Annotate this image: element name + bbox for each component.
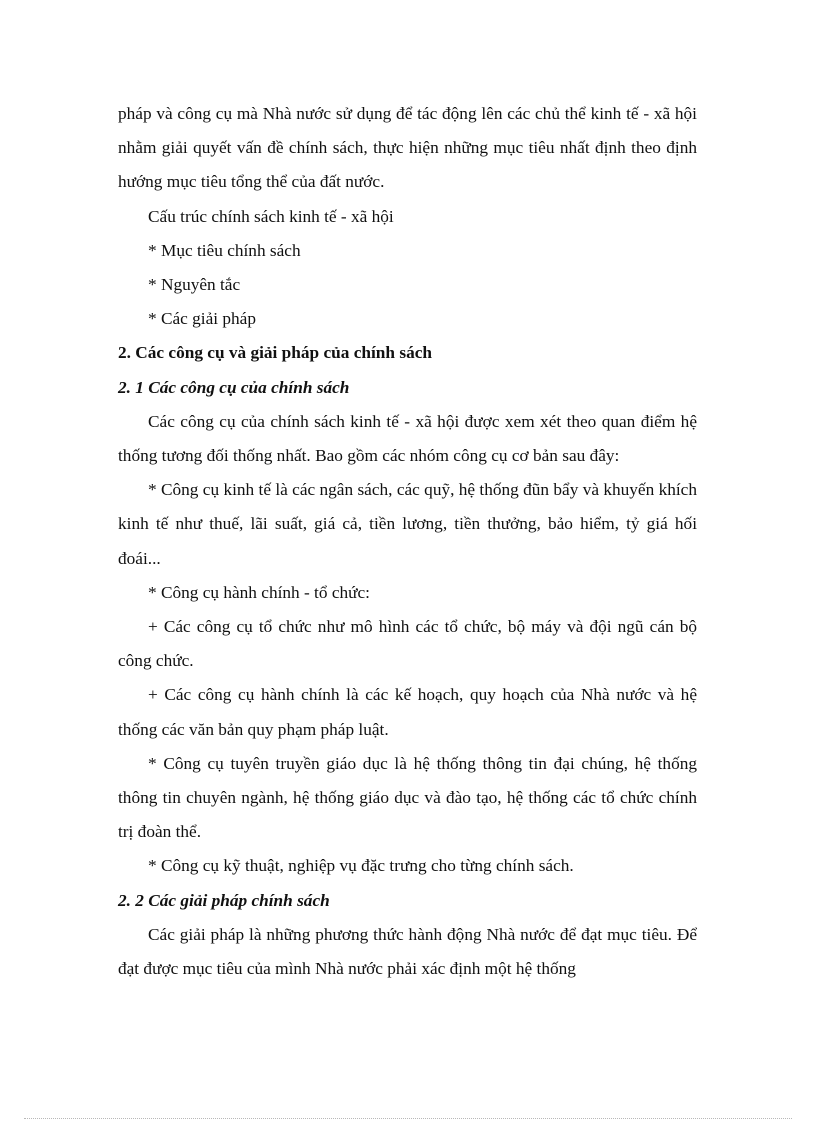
list-item-technical-tools: * Công cụ kỹ thuật, nghiệp vụ đặc trưng cho từng chính sách.	[148, 856, 574, 876]
list-item-propaganda-tools: * Công cụ tuyên truyền giáo dục là hệ thống thông tin đại chúng, hệ thống thông tin chuyên ngành, hệ thống giáo dục và đào tạo, hệ thống các tổ chức chính trị đoàn thể.	[118, 753, 697, 842]
subsection-heading-2-1: 2. 1 Các công cụ của chính sách	[118, 377, 350, 397]
paragraph-structure-intro: Cấu trúc chính sách kinh tế - xã hội	[148, 206, 394, 226]
list-item-administrative-tools: + Các công cụ hành chính là các kế hoạch, quy hoạch của Nhà nước và hệ thống các văn bản quy phạm pháp luật.	[118, 685, 697, 739]
subsection-heading-2-2: 2. 2 Các giải pháp chính sách	[118, 890, 330, 910]
list-item-objectives: * Mục tiêu chính sách	[148, 240, 301, 260]
list-item-principles: * Nguyên tắc	[148, 275, 241, 295]
list-item-solutions: * Các giải pháp	[148, 309, 256, 329]
footer-dotted-rule	[24, 1118, 792, 1119]
section-heading-2: 2. Các công cụ và giải pháp của chính sách	[118, 343, 432, 363]
list-item-organizational-tools: + Các công cụ tổ chức như mô hình các tổ chức, bộ máy và đội ngũ cán bộ công chức.	[118, 617, 697, 671]
paragraph-tools-intro: Các công cụ của chính sách kinh tế - xã hội được xem xét theo quan điểm hệ thống tương đối thống nhất. Bao gồm các nhóm công cụ cơ bản sau đây:	[118, 411, 697, 466]
paragraph-continuation: pháp và công cụ mà Nhà nước sử dụng để tác động lên các chủ thể kinh tế - xã hội nhằm giải quyết vấn đề chính sách, thực hiện những mục tiêu nhất định theo định hướng mục tiêu tổng thể của đất nước.	[118, 104, 697, 192]
list-item-economic-tools: * Công cụ kinh tế là các ngân sách, các quỹ, hệ thống đũn bẩy và khuyến khích kinh tế như thuế, lãi suất, giá cả, tiền lương, tiền thưởng, bảo hiểm, tỷ giá hối đoái...	[118, 480, 697, 568]
document-page	[118, 97, 697, 986]
list-item-admin-tools: * Công cụ hành chính - tổ chức:	[148, 582, 370, 602]
paragraph-solutions-intro: Các giải pháp là những phương thức hành động Nhà nước để đạt mục tiêu. Để đạt được mục tiêu của mình Nhà nước phải xác định một hệ thống	[118, 924, 697, 979]
